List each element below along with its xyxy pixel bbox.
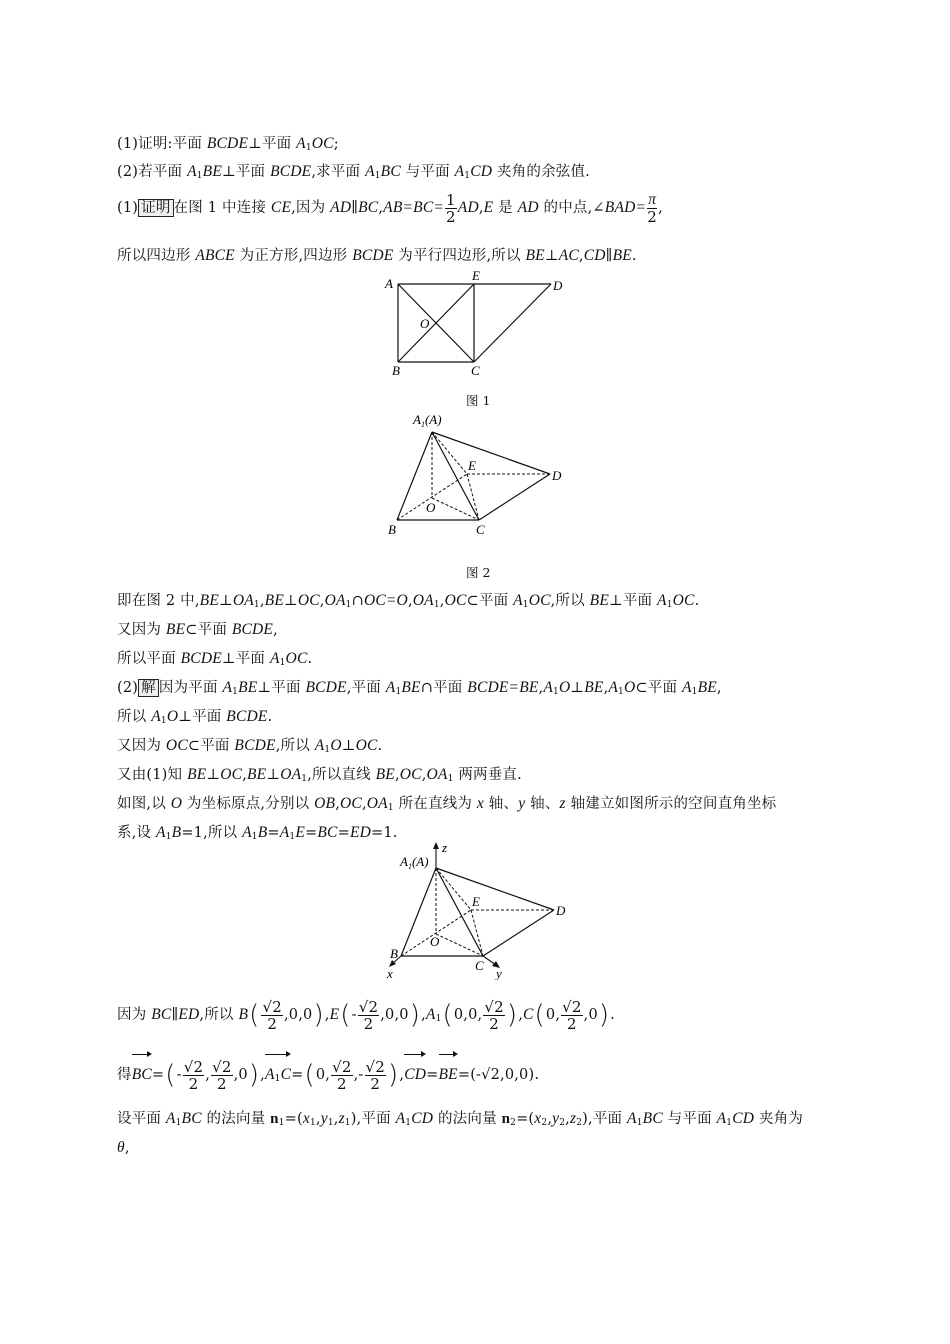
solution-2-line-5: 如图,以 O 为坐标原点,分别以 $OB,OC,OA_1$ 所在直线为 x 轴、y 轴、z 轴建立如图所示的空间直角坐标	[117, 795, 777, 813]
proof-1-line-3: 即在图 2 中$,BE\perp OA_1,BE\perp OC,OA_1\cap OC=O,OA_1,OC\subset$平面 $A_1OC$,所以 BE⊥平面 $A_1OC$.	[117, 592, 700, 610]
proof-badge: 证明	[138, 199, 173, 217]
fig1-label-O: O	[420, 316, 430, 331]
fig3-label-x: x	[387, 966, 393, 980]
solution-2-line-4: 又由(1)知 $BE\perp OC,BE\perp OA_1$,所以直线 $BE,OC,OA_1$ 两两垂直.	[117, 766, 522, 784]
fig1-label-A: A	[385, 276, 393, 291]
fig1-label-D: D	[553, 278, 563, 293]
question-1: (1)证明:平面 BCDE⊥平面 $A_1OC$;	[117, 135, 339, 153]
solution-2-line-1: (2) 解 因为平面 $A_1BE\perp$平面 BCDE,平面 $A_1BE\cap$平面 $BCDE=BE,A_1O\perp BE,A_1O\subset$平面 $A_1BE$,	[117, 679, 722, 697]
fig1-label-C: C	[471, 363, 480, 378]
fraction-pi-over-2: $\frac{\pi}{2}$	[647, 190, 658, 226]
fig1-label-B: B	[392, 363, 400, 378]
figure-3	[384, 840, 584, 980]
figure-1	[380, 270, 570, 380]
solution-2-line-2: 所以 $A_1O\perp$平面 BCDE.	[117, 708, 273, 726]
figure-2	[380, 410, 580, 540]
fig2-label-B: B	[388, 522, 396, 537]
fig3-label-D: D	[556, 903, 566, 918]
solution-2-vectors: 得BC=(- $\frac{√2}{2}$ , $\frac{√2}{2}$ $,0),A_1C=(0$, $\frac{√2}{2}$ ,- $\frac{√2}{2}$ ),CD=BE=(-√2,0,0).	[117, 1055, 539, 1099]
fig2-label-D: D	[552, 468, 562, 483]
fraction-one-half: $\frac{1}{2}$	[446, 190, 456, 226]
proof-1-line-4: 又因为 BE⊂平面 BCDE,	[117, 621, 278, 638]
fig2-label-C: C	[476, 522, 485, 537]
solution-2-theta: θ,	[117, 1139, 130, 1156]
fig3-label-A1: $A_1(A)$	[400, 854, 429, 871]
solution-2-normal-vectors: 设平面 $A_1BC$ 的法向量 $n_1=(x_1,y_1,z_1)$,平面 $A_1CD$ 的法向量 $n_2=(x_2,y_2,z_2)$,平面 $A_1BC$ 与平面 $A_1CD$ 夹角为	[117, 1110, 804, 1128]
solution-2-coordinates: 因为 BC∥ED,所以 B( $\frac{√2}{2}$ ,0,0),E(- $\frac{√2}{2}$ $,0,0),A_1(0,0$, $\frac{√2}{2}$ ),C(0, $\frac{√2}{2}$ ,0).	[117, 997, 616, 1033]
solution-2-line-6: 系,设 $A_1B=1$,所以 $A_1B=A_1E=BC=ED=1$.	[117, 824, 398, 842]
fig1-label-E: E	[472, 270, 480, 283]
fig3-label-O: O	[430, 934, 440, 949]
fig2-label-E: E	[468, 458, 476, 473]
figure-2-caption: 图 2	[466, 565, 491, 580]
solution-2-line-3: 又因为 OC⊂平面 BCDE,所以 $A_1O\perp OC$.	[117, 737, 383, 755]
figure-1-caption: 图 1	[466, 393, 491, 408]
proof-1-line-1: (1) 证明 在图 1 中连接 CE,因为 AD∥BC,AB=BC= $\frac{1}{2}$ AD,E 是 AD 的中点,∠BAD= $\frac{\pi}{2}$ ,	[117, 190, 663, 226]
fig3-label-E: E	[472, 894, 480, 909]
fig2-label-O: O	[426, 500, 436, 515]
fig3-label-y: y	[496, 966, 502, 980]
fig3-label-B: B	[390, 946, 398, 961]
fig2-label-A1: $A_1(A)$	[413, 412, 442, 429]
question-2: (2)若平面 $A_1BE\perp$平面 BCDE,求平面 $A_1BC$ 与平面 $A_1CD$ 夹角的余弦值.	[117, 163, 590, 181]
fig3-label-z: z	[442, 840, 448, 855]
proof-1-line-5: 所以平面 BCDE⊥平面 $A_1OC$.	[117, 650, 313, 668]
solution-badge: 解	[138, 679, 159, 697]
fig3-label-C: C	[475, 958, 484, 973]
proof-1-line-2: 所以四边形 ABCE 为正方形,四边形 BCDE 为平行四边形,所以 BE⊥AC,CD∥BE.	[117, 247, 637, 264]
